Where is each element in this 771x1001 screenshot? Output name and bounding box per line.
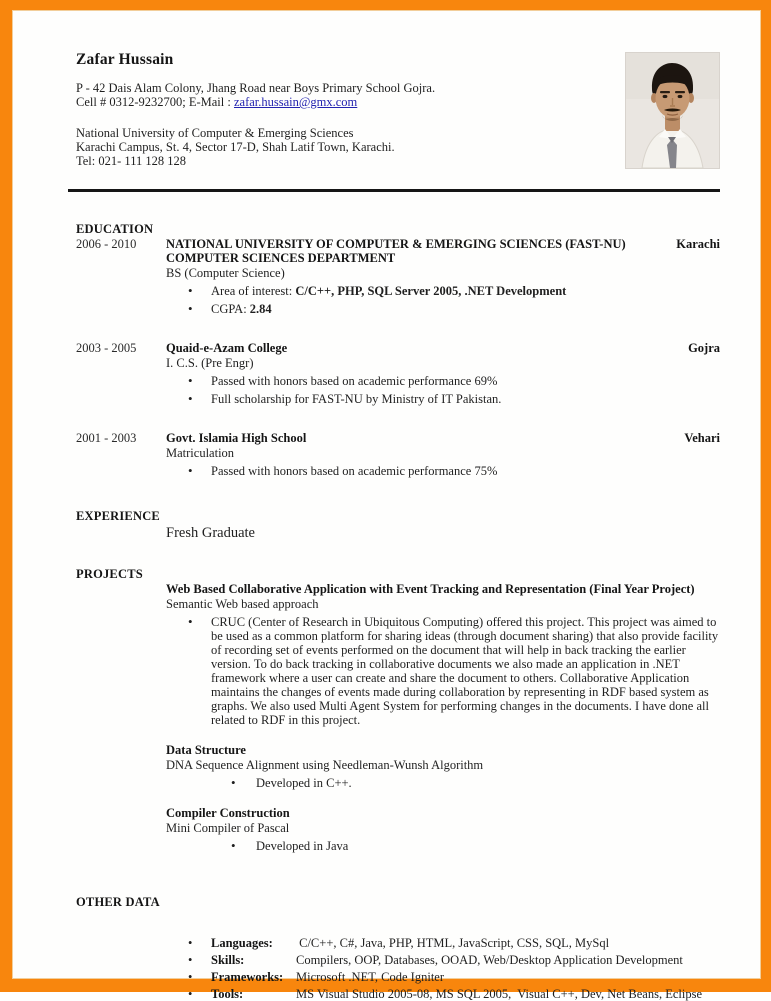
education-institution: NATIONAL UNIVERSITY OF COMPUTER & EMERGING SCIENCES (FAST-NU) xyxy=(166,237,626,251)
education-institution: Quaid-e-Azam College xyxy=(166,341,288,355)
other-data-row xyxy=(166,953,720,967)
education-degree: Matriculation xyxy=(166,446,235,460)
education-bullet-list xyxy=(166,464,654,478)
education-entry xyxy=(76,341,720,410)
education-section xyxy=(76,222,720,482)
education-years: 2006 - 2010 xyxy=(76,237,137,251)
other-data-label: Languages: xyxy=(211,936,273,950)
bullet-strong: 2.84 xyxy=(249,302,272,316)
education-bullet-list xyxy=(166,284,654,316)
university-line: National University of Computer & Emerging Sciences xyxy=(76,126,354,140)
education-degree: BS (Computer Science) xyxy=(166,266,285,280)
education-location: Karachi xyxy=(676,237,720,251)
other-data-list xyxy=(166,936,720,1001)
education-location: Gojra xyxy=(688,341,720,355)
candidate-name: Zafar Hussain xyxy=(76,51,174,68)
other-data-label: Tools: xyxy=(211,987,244,1001)
contact-line xyxy=(76,95,720,109)
education-years: 2003 - 2005 xyxy=(76,341,137,355)
education-years: 2001 - 2003 xyxy=(76,431,137,445)
project-title: Compiler Construction xyxy=(166,806,290,820)
other-data-label: Frameworks: xyxy=(211,970,284,984)
project-bullet-list xyxy=(166,615,720,727)
project-item xyxy=(166,743,720,790)
other-data-value: Microsoft .NET, Code Igniter xyxy=(296,970,444,984)
telephone-line: Tel: 021- 111 128 128 xyxy=(76,154,186,168)
other-data-row xyxy=(166,987,720,1001)
project-bullet: • CRUC (Center of Research in Ubiquitous Computing) offered this project. This project was aimed to be used as a common platform for sharing ideas (through document sharing) that also provide facility of recording set of events performed on the document that will help in back tracking the earlier version. To do back tracking in collaborative documents we also made an application in .NET framework where a user can create and share the document to others. Collaborative Application maintains the changes of events made during collaboration by representing in RDF based system as graphs. We also used Multi Agent System for performing changes in the documents. I have done all related to RDF in this project. xyxy=(166,615,720,727)
project-subtitle: Semantic Web based approach xyxy=(166,597,319,611)
project-title: Web Based Collaborative Application with Event Tracking and Representation (Final Year Project) xyxy=(166,582,695,596)
bullet-marker: • xyxy=(188,987,193,1001)
project-item xyxy=(166,582,720,727)
resume-page xyxy=(12,10,761,1001)
education-bullet xyxy=(166,284,654,298)
education-bullet xyxy=(166,302,654,316)
education-bullet: • Passed with honors based on academic performance 69% xyxy=(166,374,654,388)
profile-photo xyxy=(626,53,719,168)
education-degree: I. C.S. (Pre Engr) xyxy=(166,356,254,370)
bullet-prefix: CGPA: xyxy=(211,302,250,316)
projects-section xyxy=(76,567,720,853)
other-data-label: Skills: xyxy=(211,953,245,967)
experience-heading: EXPERIENCE xyxy=(76,509,160,523)
other-data-value: Compilers, OOP, Databases, OOAD, Web/Desktop Application Development xyxy=(296,953,683,967)
other-data-row xyxy=(166,970,720,984)
address-line: P - 42 Dais Alam Colony, Jhang Road near Boys Primary School Gojra. xyxy=(76,81,436,95)
bullet-marker: • xyxy=(188,936,193,950)
education-department: COMPUTER SCIENCES DEPARTMENT xyxy=(166,251,396,265)
education-entry xyxy=(76,431,720,482)
other-data-value: C/C++, C#, Java, PHP, HTML, JavaScript, CSS, SQL, MySql xyxy=(296,936,610,950)
projects-heading: PROJECTS xyxy=(76,567,143,581)
education-bullet-list xyxy=(166,374,654,406)
project-item xyxy=(166,806,720,853)
education-bullet: • Full scholarship for FAST-NU by Ministry of IT Pakistan. xyxy=(166,392,654,406)
project-bullet-list xyxy=(166,776,720,790)
education-bullet: • Passed with honors based on academic performance 75% xyxy=(166,464,654,478)
other-data-value: MS Visual Studio 2005-08, MS SQL 2005, Visual C++, Dev, Net Beans, Eclipse xyxy=(296,987,702,1001)
bullet-marker: • xyxy=(188,953,193,967)
education-entry xyxy=(76,237,720,320)
project-subtitle: Mini Compiler of Pascal xyxy=(166,821,290,835)
education-location: Vehari xyxy=(684,431,720,445)
education-institution: Govt. Islamia High School xyxy=(166,431,307,445)
experience-section xyxy=(76,509,720,540)
experience-text: Fresh Graduate xyxy=(166,525,255,541)
resume-header xyxy=(76,53,720,168)
profile-photo-illustration xyxy=(626,53,719,168)
email-link[interactable]: zafar.hussain@gmx.com xyxy=(233,95,358,109)
campus-line: Karachi Campus, St. 4, Sector 17-D, Shah Latif Town, Karachi. xyxy=(76,140,395,154)
other-data-row xyxy=(166,936,720,950)
project-title: Data Structure xyxy=(166,743,246,757)
bullet-marker: • xyxy=(188,970,193,984)
project-bullet: • Developed in C++. xyxy=(166,776,720,790)
education-heading: EDUCATION xyxy=(76,222,154,236)
project-subtitle: DNA Sequence Alignment using Needleman-Wunsh Algorithm xyxy=(166,758,484,772)
other-data-section xyxy=(76,895,720,1001)
cell-email-prefix: Cell # 0312-9232700; E-Mail : xyxy=(76,95,234,109)
other-data-heading: OTHER DATA xyxy=(76,895,160,909)
project-bullet-list xyxy=(166,839,720,853)
header-divider xyxy=(68,189,720,192)
project-bullet: • Developed in Java xyxy=(166,839,720,853)
bullet-strong: C/C++, PHP, SQL Server 2005, .NET Development xyxy=(295,284,567,298)
bullet-prefix: Area of interest: xyxy=(211,284,296,298)
